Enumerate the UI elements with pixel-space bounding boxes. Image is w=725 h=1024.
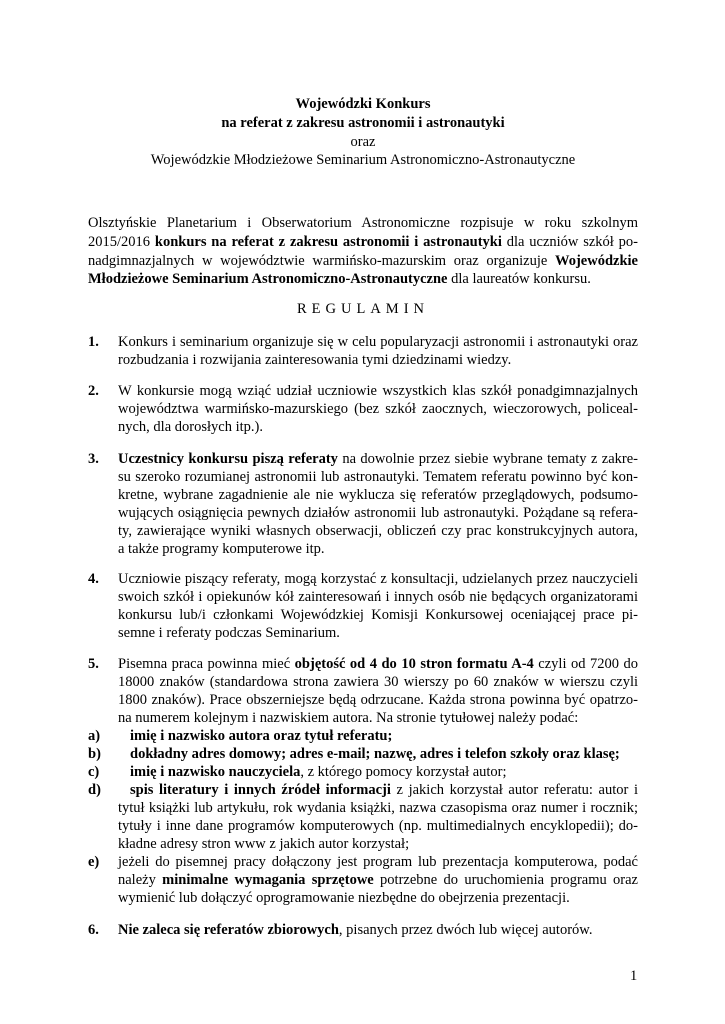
item-2-number: 2. [88, 383, 99, 399]
item-3-number: 3. [88, 451, 99, 467]
subitem-d-line-1: spis literatury i innych źródeł informacji z jakich korzystał autor referatu: autor i [130, 782, 639, 798]
subitem-b-label: b) [88, 746, 101, 762]
item-3-line-1: Uczestnicy konkursu piszą referaty na dowolnie przez siebie wybrane tematy z zakre- [118, 451, 638, 467]
intro-line-3: nadgimnazjalnych w województwie warmińsko-mazurskim oraz organizuje Wojewódzkie [88, 253, 638, 269]
title-line-1: Wojewódzki Konkurs [295, 96, 431, 112]
subitem-e-line-3: wymienić lub dołączyć oprogramowanie niezbędne do obejrzenia prezentacji. [118, 890, 570, 906]
subitem-a-label: a) [88, 728, 101, 744]
item-1-line-2: rozbudzania i rozwijania zainteresowania tymi dziedzinami wiedzy. [118, 352, 512, 368]
item-2-line-1: W konkursie mogą wziąć udział uczniowie wszystkich klas szkół ponadgimnazjalnych [118, 383, 638, 399]
item-4-line-3: konkursu lub/i członkami Wojewódzkiej Komisji Konkursowej oceniającej prace pi- [118, 607, 638, 623]
item-3-line-3: kretne, wybrane zagadnienie ale nie wyklucza się referatów przeglądowych, podsumo- [118, 487, 638, 503]
item-3-line-4: wujących osiągnięcia pewnych działów astronomii lub astronautyki. Pożądane są refera- [118, 505, 638, 521]
subitem-d-line-4: kładne adresy stron www z jakich autor korzystał; [118, 836, 410, 852]
item-3-line-5: ty, zawierające wyniki własnych obserwacji, obliczeń czy prac konstrukcyjnych autora, [118, 523, 638, 539]
item-6-text: Nie zaleca się referatów zbiorowych, pisanych przez dwóch lub więcej autorów. [118, 922, 593, 938]
subitem-d-line-2: tytuł książki lub artykułu, rok wydania książki, nazwa czasopisma oraz numer i rocznik; [118, 800, 638, 816]
item-5-line-1: Pisemna praca powinna mieć objętość od 4 do 10 stron formatu A-4 czyli od 7200 do [118, 656, 639, 672]
item-4-line-1: Uczniowie piszący referaty, mogą korzystać z konsultacji, udzielanych przez nauczycieli [118, 571, 638, 587]
intro-line-4: Młodzieżowe Seminarium Astronomiczno-Astronautyczne dla laureatów konkursu. [88, 271, 591, 287]
item-1-line-1: Konkurs i seminarium organizuje się w celu popularyzacji astronomii i astronautyki oraz [118, 334, 638, 350]
item-3-line-2: su szeroko rozumianej astronomii lub astronautyki. Tematem referatu powinno być kon- [118, 469, 638, 485]
subitem-e-label: e) [88, 854, 100, 870]
subitem-c-text: imię i nazwisko nauczyciela, z którego pomocy korzystał autor; [130, 764, 507, 780]
subitem-b-text: dokładny adres domowy; adres e-mail; nazwę, adres i telefon szkoły oraz klasę; [130, 746, 620, 762]
item-6-number: 6. [88, 922, 99, 938]
title-line-2: na referat z zakresu astronomii i astronautyki [221, 115, 505, 131]
item-1-number: 1. [88, 334, 99, 350]
subitem-d-label: d) [88, 782, 101, 798]
item-5-line-2: 18000 znaków (standardowa strona zawiera 30 wierszy po 60 znaków w wierszu czyli [118, 674, 638, 690]
item-3-line-6: a także programy komputerowe itp. [118, 541, 325, 557]
regulamin-heading: REGULAMIN [297, 301, 429, 317]
page-number: 1 [630, 968, 638, 984]
subitem-d-line-3: tytuły i inne dane programów komputerowych (np. multimedialnych encyklopedii); do- [118, 818, 638, 834]
item-4-line-4: semne i referaty podczas Seminarium. [118, 625, 340, 641]
item-5-number: 5. [88, 656, 99, 672]
subitem-e-line-1: jeżeli do pisemnej pracy dołączony jest program lub prezentacja komputerowa, podać [118, 854, 638, 870]
intro-line-1: Olsztyńskie Planetarium i Obserwatorium Astronomiczne rozpisuje w roku szkolnym [88, 215, 638, 231]
item-2-line-3: nych, dla dorosłych itp.). [118, 419, 263, 435]
title-line-4: Wojewódzkie Młodzieżowe Seminarium Astronomiczno-Astronautyczne [150, 152, 576, 168]
subitem-e-line-2: należy minimalne wymagania sprzętowe potrzebne do uruchomienia programu oraz [118, 872, 638, 888]
item-5-line-3: 1800 znaków). Prace obszerniejsze będą odrzucane. Każda strona powinna być opatrzo- [118, 692, 638, 708]
subitem-c-label: c) [88, 764, 100, 780]
item-5-line-4: na numerem kolejnym i nazwiskiem autora. Na stronie tytułowej należy podać: [118, 710, 579, 726]
title-line-3: oraz [350, 134, 376, 150]
item-4-number: 4. [88, 571, 99, 587]
item-4-line-2: swoich szkół i opiekunów kół zainteresowań i innych osób nie będących organizatorami [118, 589, 638, 605]
intro-line-2: 2015/2016 konkurs na referat z zakresu astronomii i astronautyki dla uczniów szkół po- [88, 234, 639, 250]
item-2-line-2: województwa warmińsko-mazurskiego (bez szkół zaocznych, wieczorowych, policeal- [118, 401, 638, 417]
subitem-a-text: imię i nazwisko autora oraz tytuł referatu; [130, 728, 393, 744]
